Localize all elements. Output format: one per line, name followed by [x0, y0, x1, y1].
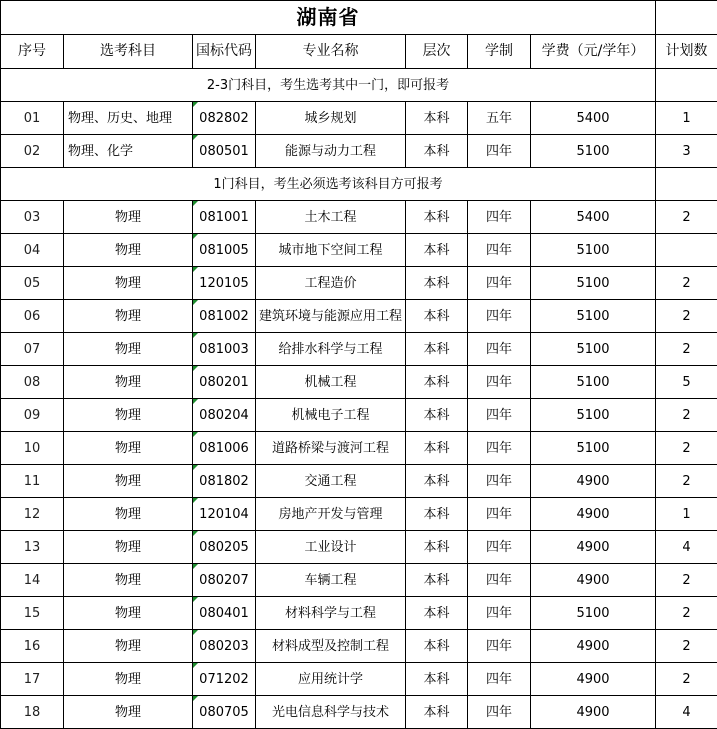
- header-major[interactable]: 专业名称: [256, 35, 406, 69]
- cell-subject[interactable]: 物理、化学: [64, 135, 193, 168]
- cell-years[interactable]: 四年: [468, 201, 531, 234]
- cell-seq[interactable]: 11: [1, 465, 64, 498]
- cell-level[interactable]: 本科: [406, 498, 468, 531]
- cell-level[interactable]: 本科: [406, 234, 468, 267]
- cell-subject[interactable]: 物理: [64, 333, 193, 366]
- cell-code[interactable]: 120104: [193, 498, 256, 531]
- cell-years[interactable]: 四年: [468, 531, 531, 564]
- cell-subject[interactable]: 物理: [64, 267, 193, 300]
- cell-years[interactable]: 四年: [468, 135, 531, 168]
- table-row: [1, 465, 717, 498]
- cell-level[interactable]: 本科: [406, 300, 468, 333]
- cell-code[interactable]: 080401: [193, 597, 256, 630]
- cell-level[interactable]: 本科: [406, 597, 468, 630]
- cell-plan[interactable]: 2: [656, 630, 717, 663]
- cell-major[interactable]: 建筑环境与能源应用工程: [256, 300, 406, 333]
- cell-subject[interactable]: 物理: [64, 234, 193, 267]
- table-row: [1, 663, 717, 696]
- title-row: [1, 1, 717, 35]
- cell-years[interactable]: 四年: [468, 267, 531, 300]
- cell-fee[interactable]: 5100: [531, 399, 656, 432]
- cell-code[interactable]: 081005: [193, 234, 256, 267]
- cell-level[interactable]: 本科: [406, 135, 468, 168]
- header-plan[interactable]: 计划数: [656, 35, 717, 69]
- cell-fee[interactable]: 4900: [531, 663, 656, 696]
- table-row: [1, 696, 717, 729]
- table-row: [1, 135, 717, 168]
- header-seq[interactable]: 序号: [1, 35, 64, 69]
- cell-plan[interactable]: [656, 234, 717, 267]
- cell-code[interactable]: 082802: [193, 102, 256, 135]
- cell-seq[interactable]: 05: [1, 267, 64, 300]
- cell-seq[interactable]: 18: [1, 696, 64, 729]
- cell-subject[interactable]: 物理: [64, 300, 193, 333]
- cell-subject[interactable]: 物理: [64, 432, 193, 465]
- cell-fee[interactable]: 4900: [531, 696, 656, 729]
- cell-code[interactable]: 081006: [193, 432, 256, 465]
- title-blank-cell[interactable]: [656, 1, 717, 35]
- cell-major[interactable]: 光电信息科学与技术: [256, 696, 406, 729]
- cell-level[interactable]: 本科: [406, 696, 468, 729]
- cell-plan[interactable]: 4: [656, 696, 717, 729]
- cell-subject[interactable]: 物理: [64, 564, 193, 597]
- cell-level[interactable]: 本科: [406, 333, 468, 366]
- cell-subject[interactable]: 物理: [64, 201, 193, 234]
- cell-years[interactable]: 四年: [468, 663, 531, 696]
- cell-code[interactable]: 120105: [193, 267, 256, 300]
- table-row: [1, 564, 717, 597]
- cell-major[interactable]: 机械工程: [256, 366, 406, 399]
- cell-fee[interactable]: 5100: [531, 366, 656, 399]
- cell-seq[interactable]: 14: [1, 564, 64, 597]
- cell-fee[interactable]: 5100: [531, 432, 656, 465]
- cell-plan[interactable]: 4: [656, 531, 717, 564]
- cell-plan[interactable]: 2: [656, 399, 717, 432]
- cell-major[interactable]: 房地产开发与管理: [256, 498, 406, 531]
- cell-major[interactable]: 应用统计学: [256, 663, 406, 696]
- cell-major[interactable]: 工程造价: [256, 267, 406, 300]
- header-level[interactable]: 层次: [406, 35, 468, 69]
- header-row: [1, 35, 717, 69]
- cell-level[interactable]: 本科: [406, 267, 468, 300]
- table-row: [1, 366, 717, 399]
- cell-fee[interactable]: 5100: [531, 597, 656, 630]
- cell-level[interactable]: 本科: [406, 102, 468, 135]
- cell-seq[interactable]: 08: [1, 366, 64, 399]
- cell-major[interactable]: 交通工程: [256, 465, 406, 498]
- cell-years[interactable]: 四年: [468, 234, 531, 267]
- cell-major[interactable]: 城市地下空间工程: [256, 234, 406, 267]
- table-row: [1, 597, 717, 630]
- cell-seq[interactable]: 06: [1, 300, 64, 333]
- cell-level[interactable]: 本科: [406, 663, 468, 696]
- cell-fee[interactable]: 5400: [531, 201, 656, 234]
- group-blank-cell[interactable]: [656, 69, 717, 102]
- cell-plan[interactable]: 2: [656, 201, 717, 234]
- cell-code[interactable]: 081802: [193, 465, 256, 498]
- cell-seq[interactable]: 03: [1, 201, 64, 234]
- cell-plan[interactable]: 3: [656, 135, 717, 168]
- cell-fee[interactable]: 5100: [531, 300, 656, 333]
- table-row: [1, 333, 717, 366]
- cell-years[interactable]: 四年: [468, 630, 531, 663]
- cell-subject[interactable]: 物理: [64, 465, 193, 498]
- cell-seq[interactable]: 02: [1, 135, 64, 168]
- cell-plan[interactable]: 2: [656, 333, 717, 366]
- cell-fee[interactable]: 4900: [531, 630, 656, 663]
- cell-major[interactable]: 材料成型及控制工程: [256, 630, 406, 663]
- group-row: [1, 69, 717, 102]
- cell-subject[interactable]: 物理: [64, 498, 193, 531]
- table-row: [1, 531, 717, 564]
- table-row: [1, 399, 717, 432]
- cell-major[interactable]: 给排水科学与工程: [256, 333, 406, 366]
- cell-subject[interactable]: 物理: [64, 663, 193, 696]
- table-row: [1, 630, 717, 663]
- cell-code[interactable]: 081002: [193, 300, 256, 333]
- cell-code[interactable]: 081003: [193, 333, 256, 366]
- cell-seq[interactable]: 16: [1, 630, 64, 663]
- cell-plan[interactable]: 2: [656, 564, 717, 597]
- cell-fee[interactable]: 5100: [531, 267, 656, 300]
- cell-seq[interactable]: 10: [1, 432, 64, 465]
- header-years[interactable]: 学制: [468, 35, 531, 69]
- cell-major[interactable]: 材料科学与工程: [256, 597, 406, 630]
- cell-years[interactable]: 五年: [468, 102, 531, 135]
- table-row: [1, 102, 717, 135]
- cell-years[interactable]: 四年: [468, 465, 531, 498]
- cell-code[interactable]: 080501: [193, 135, 256, 168]
- cell-years[interactable]: 四年: [468, 333, 531, 366]
- cell-plan[interactable]: 5: [656, 366, 717, 399]
- table-row: [1, 267, 717, 300]
- cell-fee[interactable]: 5100: [531, 333, 656, 366]
- cell-major[interactable]: 机械电子工程: [256, 399, 406, 432]
- cell-level[interactable]: 本科: [406, 531, 468, 564]
- cell-years[interactable]: 四年: [468, 597, 531, 630]
- cell-subject[interactable]: 物理: [64, 399, 193, 432]
- cell-subject[interactable]: 物理: [64, 696, 193, 729]
- header-subject[interactable]: 选考科目: [64, 35, 193, 69]
- cell-subject[interactable]: 物理: [64, 366, 193, 399]
- page-title[interactable]: 湖南省: [1, 1, 656, 35]
- table-row: [1, 432, 717, 465]
- cell-seq[interactable]: 09: [1, 399, 64, 432]
- cell-level[interactable]: 本科: [406, 399, 468, 432]
- header-code[interactable]: 国标代码: [193, 35, 256, 69]
- cell-plan[interactable]: 1: [656, 498, 717, 531]
- cell-plan[interactable]: 2: [656, 432, 717, 465]
- cell-plan[interactable]: 2: [656, 465, 717, 498]
- cell-code[interactable]: 080203: [193, 630, 256, 663]
- cell-fee[interactable]: 4900: [531, 465, 656, 498]
- group-row: [1, 168, 717, 201]
- group-label[interactable]: 1门科目，考生必须选考该科目方可报考: [1, 168, 656, 201]
- cell-code[interactable]: 071202: [193, 663, 256, 696]
- cell-fee[interactable]: 4900: [531, 531, 656, 564]
- cell-major[interactable]: 土木工程: [256, 201, 406, 234]
- cell-level[interactable]: 本科: [406, 630, 468, 663]
- cell-level[interactable]: 本科: [406, 465, 468, 498]
- cell-code[interactable]: 080705: [193, 696, 256, 729]
- cell-seq[interactable]: 01: [1, 102, 64, 135]
- cell-major[interactable]: 城乡规划: [256, 102, 406, 135]
- cell-subject[interactable]: 物理、历史、地理: [64, 102, 193, 135]
- cell-subject[interactable]: 物理: [64, 630, 193, 663]
- cell-plan[interactable]: 2: [656, 597, 717, 630]
- cell-seq[interactable]: 04: [1, 234, 64, 267]
- cell-plan[interactable]: 1: [656, 102, 717, 135]
- cell-level[interactable]: 本科: [406, 432, 468, 465]
- group-blank-cell[interactable]: [656, 168, 717, 201]
- table-row: [1, 234, 717, 267]
- cell-code[interactable]: 080204: [193, 399, 256, 432]
- table-row: [1, 201, 717, 234]
- cell-plan[interactable]: 2: [656, 663, 717, 696]
- cell-years[interactable]: 四年: [468, 300, 531, 333]
- table-row: [1, 498, 717, 531]
- cell-fee[interactable]: 4900: [531, 498, 656, 531]
- cell-subject[interactable]: 物理: [64, 597, 193, 630]
- group-label[interactable]: 2-3门科目，考生选考其中一门，即可报考: [1, 69, 656, 102]
- cell-years[interactable]: 四年: [468, 399, 531, 432]
- cell-code[interactable]: 081001: [193, 201, 256, 234]
- table-row: [1, 300, 717, 333]
- cell-seq[interactable]: 12: [1, 498, 64, 531]
- cell-years[interactable]: 四年: [468, 432, 531, 465]
- cell-fee[interactable]: 4900: [531, 564, 656, 597]
- cell-major[interactable]: 车辆工程: [256, 564, 406, 597]
- header-fee[interactable]: 学费（元/学年）: [531, 35, 656, 69]
- cell-level[interactable]: 本科: [406, 201, 468, 234]
- cell-fee[interactable]: 5400: [531, 102, 656, 135]
- cell-level[interactable]: 本科: [406, 366, 468, 399]
- cell-major[interactable]: 道路桥梁与渡河工程: [256, 432, 406, 465]
- cell-code[interactable]: 080201: [193, 366, 256, 399]
- cell-subject[interactable]: 物理: [64, 531, 193, 564]
- cell-years[interactable]: 四年: [468, 498, 531, 531]
- cell-seq[interactable]: 15: [1, 597, 64, 630]
- cell-years[interactable]: 四年: [468, 366, 531, 399]
- cell-code[interactable]: 080205: [193, 531, 256, 564]
- cell-code[interactable]: 080207: [193, 564, 256, 597]
- cell-seq[interactable]: 13: [1, 531, 64, 564]
- cell-major[interactable]: 能源与动力工程: [256, 135, 406, 168]
- cell-level[interactable]: 本科: [406, 564, 468, 597]
- cell-fee[interactable]: 5100: [531, 234, 656, 267]
- cell-plan[interactable]: 2: [656, 267, 717, 300]
- cell-seq[interactable]: 07: [1, 333, 64, 366]
- cell-fee[interactable]: 5100: [531, 135, 656, 168]
- cell-major[interactable]: 工业设计: [256, 531, 406, 564]
- cell-years[interactable]: 四年: [468, 696, 531, 729]
- cell-years[interactable]: 四年: [468, 564, 531, 597]
- cell-plan[interactable]: 2: [656, 300, 717, 333]
- cell-seq[interactable]: 17: [1, 663, 64, 696]
